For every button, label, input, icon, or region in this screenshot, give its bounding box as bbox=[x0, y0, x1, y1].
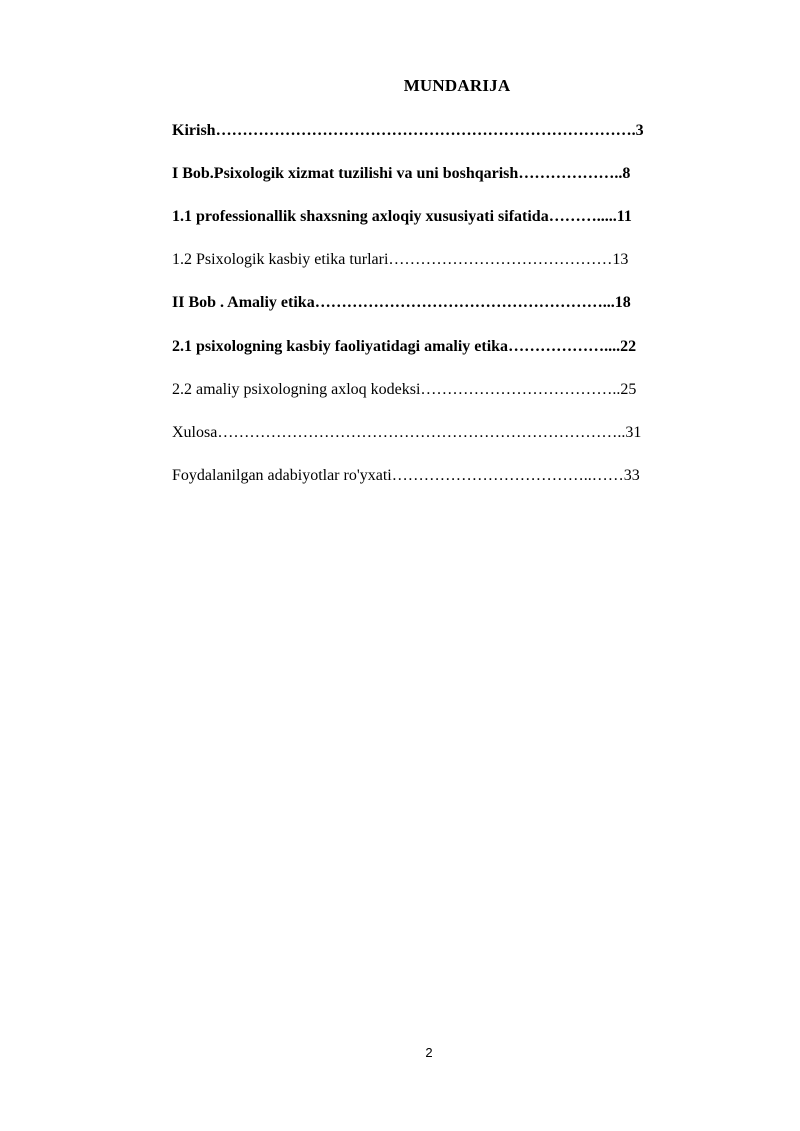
toc-entry-dots: …………………………………………………………………… bbox=[215, 122, 632, 139]
toc-entry-title: 1.1 professionallik shaxsning axloqiy xususiyati sifatida bbox=[172, 208, 549, 225]
toc-entry-title: 1.2 Psixologik kasbiy etika turlari bbox=[172, 251, 389, 268]
toc-entry-xulosa bbox=[172, 423, 723, 443]
toc-entry-title: Foydalanilgan adabiyotlar ro'yxati bbox=[172, 467, 392, 484]
toc-entry-dots: …………………………………… bbox=[388, 251, 613, 268]
toc-entry-dots: ……………………………… bbox=[420, 381, 613, 398]
toc-entry-title: I Bob.Psixologik xizmat tuzilishi va uni boshqarish bbox=[172, 165, 519, 182]
toc-entry-dots: ………………………………………………………………… bbox=[217, 424, 618, 441]
toc-entry-page: ..25 bbox=[612, 381, 637, 398]
toc-entry-dots: ………………. bbox=[508, 338, 609, 355]
toc-entry-section-1-2 bbox=[172, 250, 713, 270]
toc-entry-chapter-1 bbox=[172, 164, 713, 184]
toc-entry-page: 33 bbox=[623, 467, 640, 484]
toc-entry-section-1-1 bbox=[172, 207, 714, 227]
toc-entry-kirish bbox=[172, 121, 710, 141]
page-title: MUNDARIJA bbox=[403, 76, 511, 95]
toc-entry-chapter-2 bbox=[172, 293, 713, 313]
toc-entry-dots: ………………………………..…… bbox=[391, 467, 624, 484]
toc-entry-page: .....11 bbox=[596, 208, 632, 225]
toc-entry-page: 8 bbox=[622, 165, 631, 182]
page-number: 2 bbox=[425, 1045, 433, 1060]
toc-entry-title: 2.2 amaliy psixologning axloq kodeksi bbox=[172, 381, 421, 398]
toc-entry-title: 2.1 psixologning kasbiy faoliyatidagi amaliy etika bbox=[172, 338, 509, 355]
toc-entry-page: 13 bbox=[612, 251, 629, 268]
toc-entry-section-2-1 bbox=[172, 337, 719, 357]
toc-entry-page: .3 bbox=[631, 122, 644, 139]
toc-entry-page: ..31 bbox=[617, 424, 642, 441]
toc-entry-title: Kirish bbox=[172, 122, 216, 139]
toc-entry-title: II Bob . Amaliy etika bbox=[172, 294, 315, 311]
toc-entry-dots: ……………….. bbox=[518, 165, 623, 182]
toc-entry-references bbox=[172, 466, 723, 486]
toc-entry-page: ...22 bbox=[608, 338, 637, 355]
toc-entry-dots: ……………………………………………… bbox=[314, 294, 603, 311]
toc-entry-page: ...18 bbox=[602, 294, 631, 311]
toc-entry-title: Xulosa bbox=[172, 424, 218, 441]
toc-entry-section-2-2 bbox=[172, 380, 718, 400]
toc-entry-dots: ……… bbox=[548, 208, 597, 225]
